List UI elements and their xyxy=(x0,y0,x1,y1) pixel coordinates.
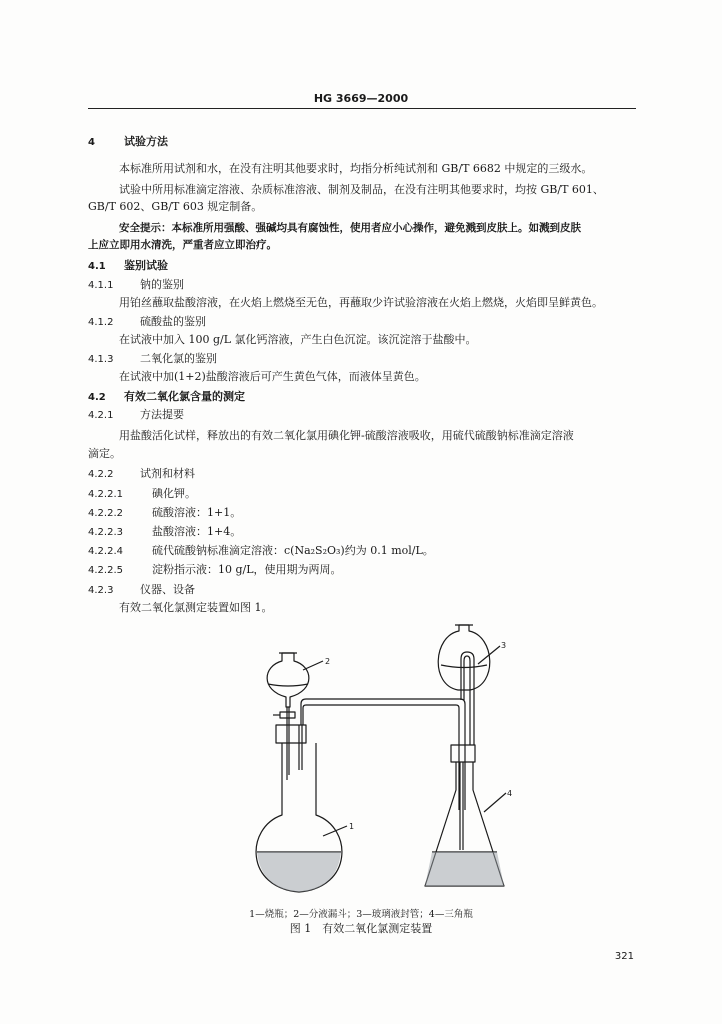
leader-line-3 xyxy=(478,646,500,664)
funnel-liquid xyxy=(268,684,308,686)
section-title: 硫酸盐的鉴别 xyxy=(140,315,206,328)
safety-note-line2: 上应立即用水清洗，严重者应立即治疗。 xyxy=(88,239,277,251)
section-title: 有效二氧化氯含量的测定 xyxy=(124,390,245,403)
figure-legend: 1—烧瓶；2—分液漏斗；3—玻璃液封管；4—三角瓶 xyxy=(249,909,473,920)
erlenmeyer-liquid-fill xyxy=(425,852,504,886)
erlenmeyer-stopper xyxy=(451,745,475,762)
item-text: 淀粉指示液：10 g/L，使用期为两周。 xyxy=(152,563,342,576)
paragraph-sulfate-test: 在试液中加入 100 g/L 氯化钙溶液，产生白色沉淀。该沉淀溶于盐酸中。 xyxy=(119,333,477,346)
item-number: 4.2.2.3 xyxy=(88,527,123,538)
leader-line-2 xyxy=(303,661,323,670)
paragraph-method-line1: 用盐酸活化试样，释放出的有效二氧化氯用碘化钾-硫酸溶液吸收，用硫代硫酸钠标准滴定溶液 xyxy=(119,429,574,442)
paragraph-solutions-line2: GB/T 602、GB/T 603 规定制备。 xyxy=(88,200,263,213)
section-number: 4.1 xyxy=(88,261,106,272)
section-number: 4.2.1 xyxy=(88,410,114,421)
page-number: 321 xyxy=(614,951,634,962)
section-title: 试验方法 xyxy=(124,135,168,148)
paragraph-solutions-line1: 试验中所用标准滴定溶液、杂质标准溶液、制剂及制品，在没有注明其他要求时，均按 GB/T 601、 xyxy=(119,183,604,196)
connecting-tube xyxy=(301,699,465,810)
separatory-funnel xyxy=(267,653,309,707)
paragraph-reagents: 本标准所用试剂和水，在没有注明其他要求时，均指分析纯试剂和 GB/T 6682 中规定的三级水。 xyxy=(119,162,593,175)
figure-caption: 图 1 有效二氧化氯测定装置 xyxy=(289,922,433,935)
paragraph-apparatus: 有效二氧化氯测定装置如图 1。 xyxy=(119,601,273,614)
leader-line-4 xyxy=(484,793,506,812)
item-number: 4.2.2.2 xyxy=(88,508,123,519)
section-title: 试剂和材料 xyxy=(140,467,195,480)
label-4: 4 xyxy=(507,789,513,798)
paragraph-sodium-test: 用铂丝蘸取盐酸溶液，在火焰上燃烧至无色，再蘸取少许试验溶液在火焰上燃烧，火焰即呈鲜黄色。 xyxy=(119,296,603,309)
section-title: 二氧化氯的鉴别 xyxy=(140,352,217,365)
section-number: 4.2.2 xyxy=(88,469,114,480)
item-text: 硫酸溶液：1+1。 xyxy=(152,506,242,519)
item-text: 硫代硫酸钠标准滴定溶液：c(Na₂S₂O₃)约为 0.1 mol/L。 xyxy=(152,544,434,557)
section-number: 4.1.1 xyxy=(88,280,114,291)
flask-liquid-fill xyxy=(257,852,341,892)
label-1: 1 xyxy=(349,822,355,831)
label-2: 2 xyxy=(325,657,331,666)
section-number: 4 xyxy=(88,137,95,148)
section-title: 仪器、设备 xyxy=(140,583,195,596)
seal-tube xyxy=(461,652,474,745)
item-number: 4.2.2.1 xyxy=(88,489,123,500)
item-text: 碘化钾。 xyxy=(152,487,196,500)
item-text: 盐酸溶液：1+4。 xyxy=(152,525,242,538)
paragraph-method-line2: 滴定。 xyxy=(88,447,121,460)
section-title: 鉴别试验 xyxy=(124,259,168,272)
section-title: 方法提要 xyxy=(140,408,184,421)
document-header: HG 3669—2000 xyxy=(313,92,409,105)
section-number: 4.2 xyxy=(88,392,106,403)
paragraph-chlorine-dioxide-test: 在试液中加(1+2)盐酸溶液后可产生黄色气体，而液体呈黄色。 xyxy=(119,370,426,383)
section-number: 4.2.3 xyxy=(88,585,114,596)
section-number: 4.1.3 xyxy=(88,354,114,365)
section-number: 4.1.2 xyxy=(88,317,114,328)
safety-note-line1: 安全提示：本标准所用强酸、强碱均具有腐蚀性，使用者应小心操作，避免溅到皮肤上。如溅到皮肤 xyxy=(119,222,581,234)
item-number: 4.2.2.4 xyxy=(88,546,123,557)
section-title: 钠的鉴别 xyxy=(140,278,184,291)
label-3: 3 xyxy=(501,641,507,650)
leader-line-1 xyxy=(323,826,347,836)
item-number: 4.2.2.5 xyxy=(88,565,123,576)
